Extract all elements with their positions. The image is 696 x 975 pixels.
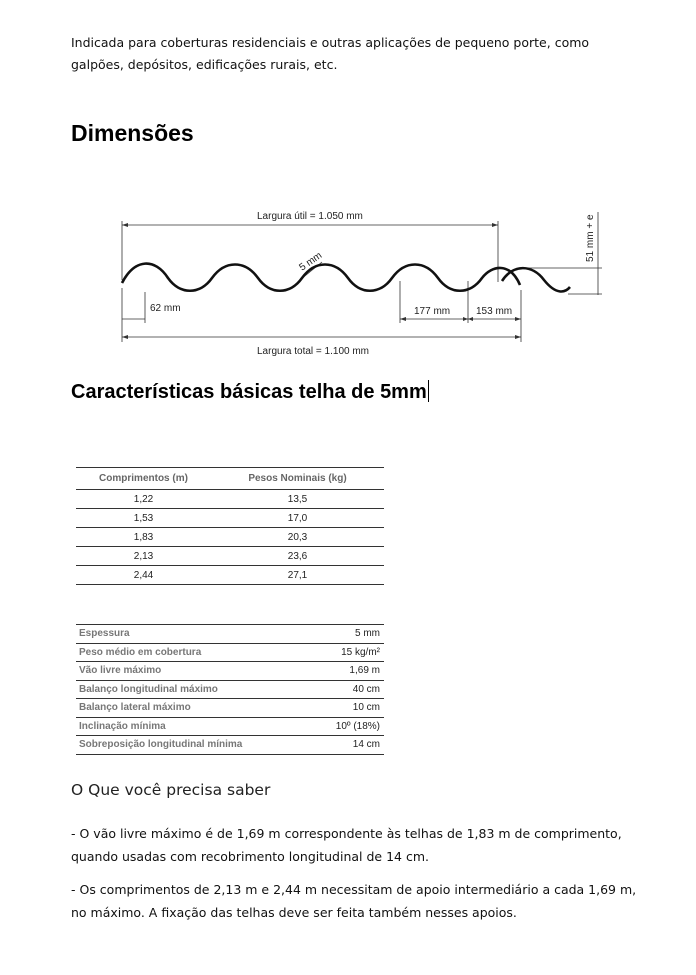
col-comprimentos: Comprimentos (m) xyxy=(76,468,211,490)
table-row xyxy=(76,547,384,566)
characteristics-heading-text: Características básicas telha de 5mm xyxy=(71,381,427,403)
cell-comprimento: 1,83 xyxy=(76,528,211,547)
table-row xyxy=(76,662,384,681)
weights-table xyxy=(76,467,384,585)
weights-table-header xyxy=(76,468,384,490)
spec-label: Balanço longitudinal máximo xyxy=(76,680,313,699)
table-row xyxy=(76,490,384,509)
table-row xyxy=(76,699,384,718)
table-row xyxy=(76,736,384,755)
spec-value: 15 kg/m² xyxy=(313,643,384,662)
dim-62-label: 62 mm xyxy=(150,303,181,314)
table-row xyxy=(76,509,384,528)
dimensions-heading: Dimensões xyxy=(71,120,194,146)
table-row xyxy=(76,717,384,736)
text-cursor xyxy=(428,380,429,402)
roof-tile-dimension-diagram xyxy=(0,195,696,365)
dim-177-label: 177 mm xyxy=(414,306,451,317)
col-pesos: Pesos Nominais (kg) xyxy=(211,468,384,490)
thickness-label: 5 mm xyxy=(297,250,325,274)
cell-peso: 13,5 xyxy=(211,490,384,509)
note-paragraph-1: - O vão livre máximo é de 1,69 m correspondente às telhas de 1,83 m de comprimento, quando usadas com recobrimento longitudinal de 14 cm. xyxy=(71,826,622,864)
cell-peso: 23,6 xyxy=(211,547,384,566)
spec-label: Peso médio em cobertura xyxy=(76,643,313,662)
characteristics-heading xyxy=(71,380,429,404)
table-row xyxy=(76,625,384,644)
specs-table xyxy=(76,624,384,755)
spec-label: Sobreposição longitudinal mínima xyxy=(76,736,313,755)
cell-comprimento: 1,53 xyxy=(76,509,211,528)
spec-value: 10º (18%) xyxy=(313,717,384,736)
spec-label: Inclinação mínima xyxy=(76,717,313,736)
spec-value: 5 mm xyxy=(313,625,384,644)
height-label: 51 mm + e xyxy=(585,214,596,262)
spec-value: 40 cm xyxy=(313,680,384,699)
intro-paragraph: Indicada para coberturas residenciais e outras aplicações de pequeno porte, como galpões, depósitos, edificações rurais, etc. xyxy=(71,35,590,72)
largura-util-label: Largura útil = 1.050 mm xyxy=(257,211,363,222)
cell-peso: 27,1 xyxy=(211,566,384,585)
table-row xyxy=(76,566,384,585)
cell-comprimento: 1,22 xyxy=(76,490,211,509)
table-row xyxy=(76,680,384,699)
table-row xyxy=(76,528,384,547)
cell-peso: 20,3 xyxy=(211,528,384,547)
table-row xyxy=(76,643,384,662)
notes-heading: O Que você precisa saber xyxy=(71,781,271,799)
spec-value: 10 cm xyxy=(313,699,384,718)
note-paragraph-2: - Os comprimentos de 2,13 m e 2,44 m necessitam de apoio intermediário a cada 1,69 m, no máximo. A fixação das telhas deve ser feita também nesses apoios. xyxy=(71,882,637,920)
spec-label: Vão livre máximo xyxy=(76,662,313,681)
spec-value: 1,69 m xyxy=(313,662,384,681)
largura-total-label: Largura total = 1.100 mm xyxy=(257,346,370,357)
spec-value: 14 cm xyxy=(313,736,384,755)
cell-comprimento: 2,13 xyxy=(76,547,211,566)
spec-label: Balanço lateral máximo xyxy=(76,699,313,718)
dim-153-label: 153 mm xyxy=(476,306,513,317)
spec-label: Espessura xyxy=(76,625,313,644)
cell-comprimento: 2,44 xyxy=(76,566,211,585)
cell-peso: 17,0 xyxy=(211,509,384,528)
